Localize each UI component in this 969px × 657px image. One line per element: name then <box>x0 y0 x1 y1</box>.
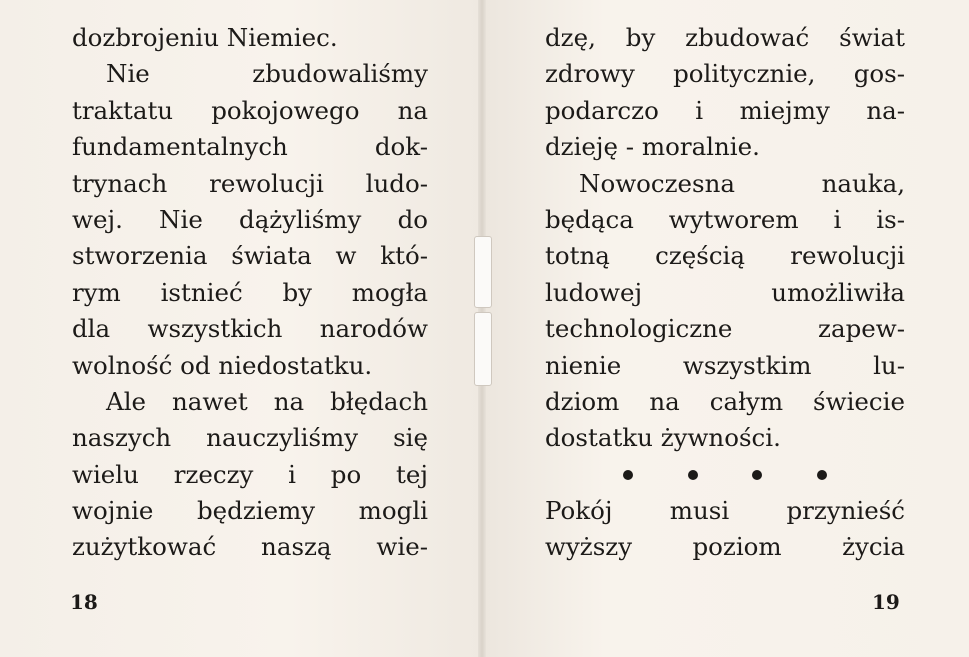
text-line: naszych nauczyliśmy się <box>72 423 428 453</box>
page-number-left: 18 <box>70 590 98 614</box>
bullet-dot <box>817 470 827 480</box>
text-line: traktatu pokojowego na <box>72 95 428 125</box>
left-page-text <box>72 20 428 566</box>
text-line: będąca wytworem i is- <box>545 204 905 234</box>
text-line: totną częścią rewolucji <box>545 241 905 271</box>
right-page-text <box>545 20 905 566</box>
text-line: Nie zbudowaliśmy <box>106 59 428 89</box>
text-line: wolność od niedostatku. <box>72 350 373 380</box>
text-line: Ale nawet na błędach <box>106 386 428 416</box>
bullet-dot <box>752 470 762 480</box>
text-line: zdrowy politycznie, gos- <box>545 59 905 89</box>
text-line: fundamentalnych dok- <box>72 132 428 162</box>
bullet-dot <box>688 470 698 480</box>
text-line: dozbrojeniu Niemiec. <box>72 23 338 52</box>
text-line: zużytkować naszą wie- <box>72 532 428 562</box>
text-line: stworzenia świata w któ- <box>72 241 428 271</box>
text-line: wojnie będziemy mogli <box>72 496 428 526</box>
text-line: rym istnieć by mogła <box>72 277 428 307</box>
text-line: dostatku żywności. <box>545 423 781 453</box>
text-line: podarczo i miejmy na- <box>545 95 905 125</box>
text-line: wielu rzeczy i po tej <box>72 459 428 489</box>
text-line: technologiczne zapew- <box>545 314 905 344</box>
page-number-right: 19 <box>872 590 900 614</box>
bullet-dot <box>623 470 633 480</box>
text-line: Nowoczesna nauka, <box>579 168 905 198</box>
text-line: Pokój musi przynieść <box>545 496 905 526</box>
binding-stitch-bottom <box>474 312 492 386</box>
text-line: dla wszystkich narodów <box>72 314 428 344</box>
text-line: dziom na całym świecie <box>545 386 905 416</box>
text-line: dzieję - moralnie. <box>545 132 760 162</box>
text-line: ludowej umożliwiła <box>545 277 905 307</box>
binding-stitch-top <box>474 236 492 308</box>
text-line: nienie wszystkim lu- <box>545 350 905 380</box>
text-line: wej. Nie dążyliśmy do <box>72 204 428 234</box>
section-break-dots <box>545 457 905 493</box>
text-line: trynach rewolucji ludo- <box>72 168 428 198</box>
text-line: wyższy poziom życia <box>545 532 905 562</box>
text-line: dzę, by zbudować świat <box>545 23 905 52</box>
